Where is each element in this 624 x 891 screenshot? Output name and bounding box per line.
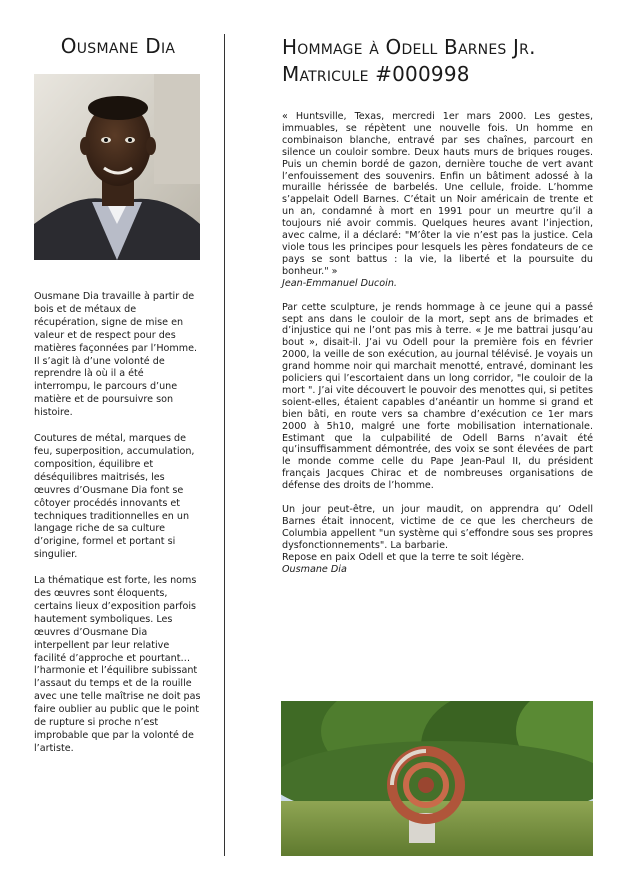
signature: Ousmane Dia xyxy=(282,563,347,575)
biography-paragraph-3: La thématique est forte, les noms des œuvres sont éloquents, certains lieux d’exposition parfois hautement symboliques. Les œuvres d’Ousmane Dia interpellent par leur relative facilité d’approche et pourtant…l’harmonie et l’équilibre subissant l’assaut du temps et de la rouille avec une telle maîtrise ne doit pas faire oublier au public que le point de rupture si proche n’est improbable que par la volonté de l’artiste. xyxy=(34,575,201,754)
artist-portrait-photo xyxy=(34,74,200,260)
tribute-title-line-1: Hommage à Odell Barnes Jr. xyxy=(282,35,536,59)
quote-text: « Huntsville, Texas, mercredi 1er mars 2000. Les gestes, immuables, se répètent une nouvelle fois. Un homme en combinaison blanche, entravé par ses chaînes, parcourt en silence un couloir sombre. Deux hauts murs de briques rouges. Puis un chemin bordé de gazon, dernière touche de vert avant l’enfouissement des souvenirs. Enfin un bâtiment adossé à la muraille hérissée de barbelés. Une cellule, froide. L’homme s’appelait Odell Barnes. C’était un Noir américain de trente et un an, condamné à mort en 1991 pour un meurtre qu’il a toujours nié avoir commis. Quelques heures avant l’injection, avec calme, il a déclaré: "M’ôter la vie n’est pas la justice. Cela viole tous les principes pour lesquels les pères fondateurs de ce pays se sont battus : la vie, la liberté et la poursuite du bonheur." » xyxy=(282,111,593,277)
quote-author: Jean-Emmanuel Ducoin. xyxy=(282,277,397,289)
tribute-paragraph-3: Un jour peut-être, un jour maudit, on apprendra qu’ Odell Barnes était innocent, victime de ce que les chercheurs de Columbia appellent "un système qui s’effondre sous ses propres dysfonctionnements". La barbarie. xyxy=(282,504,593,551)
biography-paragraph-1: Ousmane Dia travaille à partir de bois et de métaux de récupération, signe de mise en valeur et de respect pour des matières façonnées par l’Homme. Il s’agit là d’une volonté de reprendre là où il a été interrompu, le parcours d’une matière et de poursuivre son histoire. xyxy=(34,291,198,419)
sculpture-photo xyxy=(281,701,593,856)
tribute-paragraph-2: Par cette sculpture, je rends hommage à ce jeune qui a passé sept ans dans le couloir de la mort, sept ans de brimades et d’injustice qui ne l’ont pas mis à terre. « Je me battrai jusqu’au bout », disait-il. J’ai vu Odell pour la première fois en février 2000, la veille de son exécution, au journal télévisé. Je voyais un grand homme noir qui marchait menotté, entravé, dominant les policiers qui l’escortaient dans un long corridor, "le couloir de la mort ". J’ai vite découvert le pouvoir des menottes qui, si petites soient-elles, étaient capables d’anéantir un homme si grand et bien bâti, en route vers sa chambre d’exécution ce 1er mars 2000 à 5h10, malgré une forte mobilisation internationale. Estimant que la culpabilité de Odell Barns n’avait été qu’insuffisamment démontrée, des voix se sont élevées de part le monde comme celle du Pape Jean-Paul II, du président français Jacques Chirac et de nombreuses organisations de défense des droits de l’homme. xyxy=(282,301,593,492)
tribute-title-line-2: Matricule #000998 xyxy=(282,62,470,86)
quote-block xyxy=(282,111,593,290)
artist-biography xyxy=(34,291,202,769)
tribute-text xyxy=(282,111,593,588)
biography-paragraph-2: Coutures de métal, marques de feu, superposition, accumulation, composition, équilibre et déséquilibres maitrisés, les œuvres d’Ousmane Dia font se côtoyer procédés innovants et techniques traditionnelles en un langage riche de sa culture d’origine, formel et portant si singulier. xyxy=(34,433,195,561)
artist-name-heading: Ousmane Dia xyxy=(60,34,176,58)
closing-line: Repose en paix Odell et que la terre te soit légère. xyxy=(282,551,525,563)
column-divider xyxy=(224,34,225,856)
tribute-title xyxy=(282,34,602,88)
tribute-paragraph-3-block xyxy=(282,504,593,575)
